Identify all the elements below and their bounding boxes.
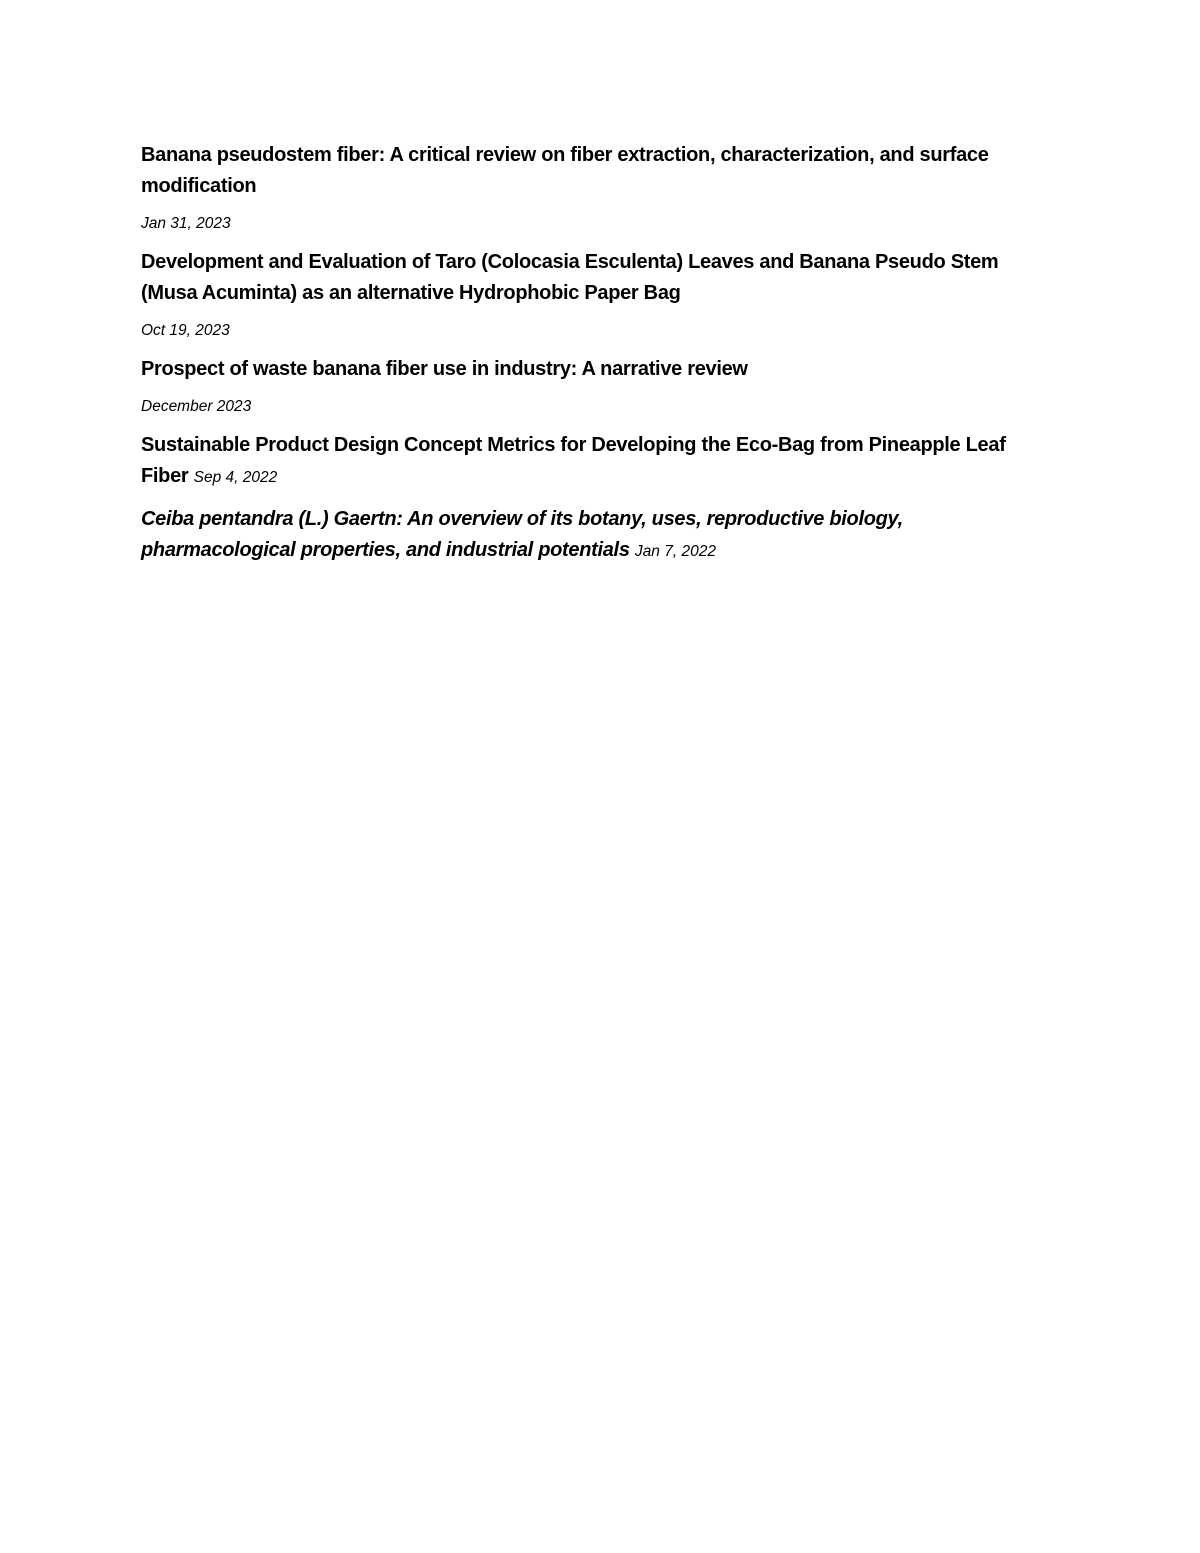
entry-title: Development and Evaluation of Taro (Colocasia Esculenta) Leaves and Banana Pseudo Stem (Musa Acuminta) as an alternative Hydrophobic Paper Bag xyxy=(141,251,999,304)
list-item xyxy=(141,354,1053,417)
entry-date: December 2023 xyxy=(141,398,252,415)
reference-list xyxy=(141,140,1053,567)
entry-date: Jan 31, 2023 xyxy=(141,215,231,232)
entry-title-with-date xyxy=(141,504,1053,567)
entry-date: Jan 7, 2022 xyxy=(634,543,716,560)
entry-title: Prospect of waste banana fiber use in industry: A narrative review xyxy=(141,358,748,380)
entry-date: Sep 4, 2022 xyxy=(193,469,278,486)
entry-title: Ceiba pentandra (L.) Gaertn: An overview of its botany, uses, reproductive biology, pharmacological properties, and industrial potentials xyxy=(141,508,903,561)
entry-title: Sustainable Product Design Concept Metrics for Developing the Eco-Bag from Pineapple Leaf Fiber xyxy=(141,434,1006,487)
spacer xyxy=(141,493,1053,504)
entry-date: Oct 19, 2023 xyxy=(141,322,230,339)
entry-title: Banana pseudostem fiber: A critical review on fiber extraction, characterization, and surface modification xyxy=(141,144,989,197)
list-item xyxy=(141,504,1053,567)
list-item xyxy=(141,430,1053,493)
list-item xyxy=(141,140,1053,234)
list-item xyxy=(141,247,1053,341)
entry-title-with-date xyxy=(141,430,1053,493)
